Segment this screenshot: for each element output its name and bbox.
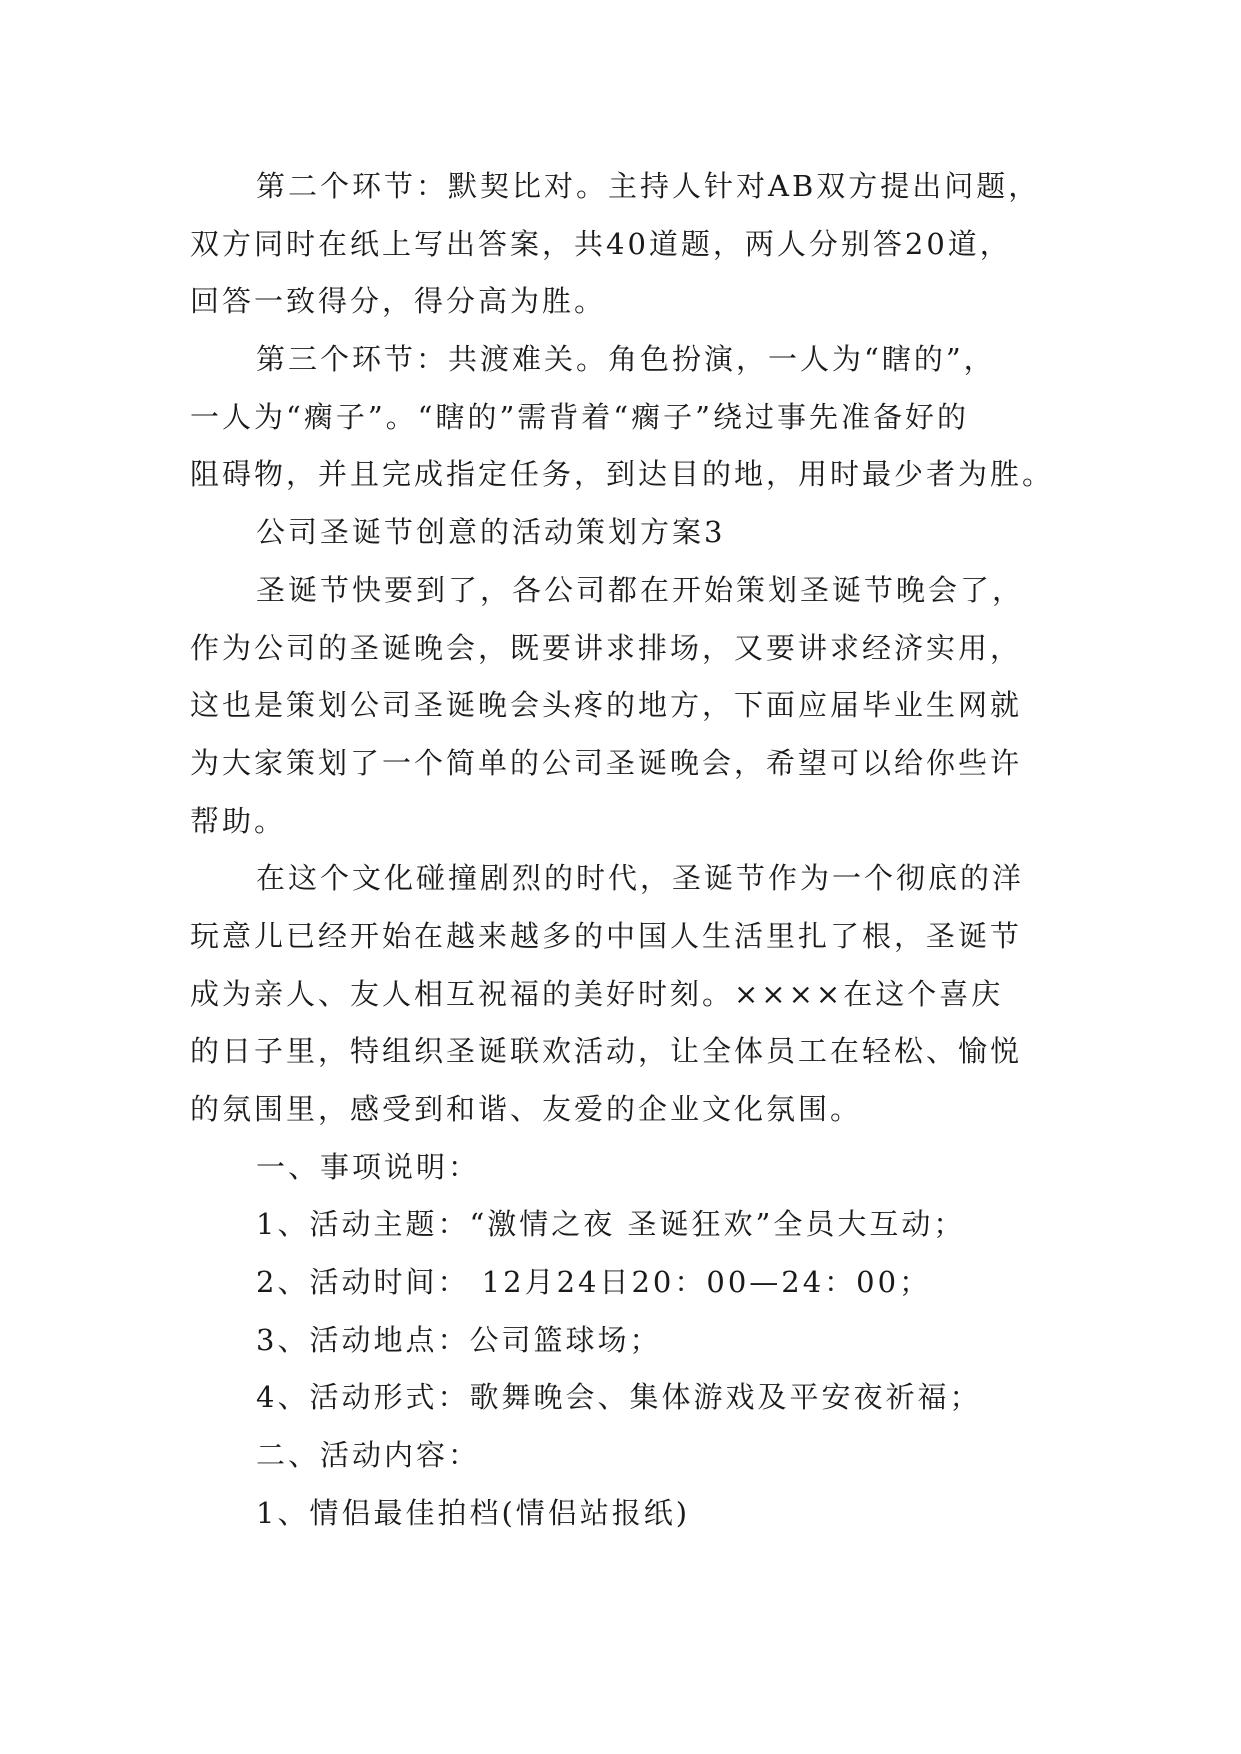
list-item-theme bbox=[190, 1196, 1070, 1254]
paragraph-intro bbox=[190, 562, 1070, 850]
heading-line: 一、事项说明： bbox=[256, 1149, 481, 1184]
text-line: 为大家策划了一个简单的公司圣诞晚会，希望可以给你些许 bbox=[190, 745, 1023, 780]
text-line: 双方同时在纸上写出答案，共40道题，两人分别答20道， bbox=[190, 226, 1012, 261]
section-heading bbox=[190, 504, 1070, 562]
text-line: 圣诞节快要到了，各公司都在开始策划圣诞节晚会了， bbox=[256, 572, 1025, 607]
heading-line: 二、活动内容： bbox=[256, 1438, 481, 1473]
heading-line: 公司圣诞节创意的活动策划方案3 bbox=[256, 515, 726, 550]
text-line: 第三个环节：共渡难关。角色扮演，一人为“瞎的”， bbox=[256, 342, 996, 377]
list-item: 1、情侣最佳拍档(情侣站报纸) bbox=[256, 1495, 691, 1530]
document-body bbox=[190, 158, 1070, 1543]
text-line: 成为亲人、友人相互祝福的美好时刻。××××在这个喜庆 bbox=[190, 976, 1004, 1011]
list-item: 4、活动形式：歌舞晚会、集体游戏及平安夜祈福； bbox=[256, 1380, 982, 1415]
list-heading-two bbox=[190, 1427, 1070, 1485]
list-item: 3、活动地点：公司篮球场； bbox=[256, 1322, 662, 1357]
text-line: 一人为“瘸子”。“瞎的”需背着“瘸子”绕过事先准备好的 bbox=[190, 399, 969, 434]
text-line: 阻碍物，并且完成指定任务，到达目的地，用时最少者为胜。 bbox=[190, 457, 1055, 492]
paragraph-section-two bbox=[190, 158, 1070, 331]
list-item: 1、活动主题：“激情之夜 圣诞狂欢”全员大互动； bbox=[256, 1207, 966, 1242]
paragraph-section-three bbox=[190, 331, 1070, 504]
list-item-time bbox=[190, 1254, 1070, 1312]
text-line: 的氛围里，感受到和谐、友爱的企业文化氛围。 bbox=[190, 1092, 863, 1126]
text-line: 第二个环节：默契比对。主持人针对AB双方提出问题， bbox=[256, 169, 1041, 203]
list-heading-one bbox=[190, 1139, 1070, 1197]
list-item-format bbox=[190, 1369, 1070, 1427]
text-line: 在这个文化碰撞剧烈的时代，圣诞节作为一个彻底的洋 bbox=[256, 861, 1025, 896]
text-line: 作为公司的圣诞晚会，既要讲求排场，又要讲求经济实用， bbox=[190, 630, 1023, 665]
text-line: 的日子里，特组织圣诞联欢活动，让全体员工在轻松、愉悦 bbox=[190, 1034, 1023, 1069]
text-line: 回答一致得分，得分高为胜。 bbox=[190, 284, 607, 319]
list-item: 2、活动时间： 12月24日20：00—24：00； bbox=[256, 1265, 932, 1300]
text-line: 玩意儿已经开始在越来越多的中国人生活里扎了根，圣诞节 bbox=[190, 918, 1023, 953]
text-line: 这也是策划公司圣诞晚会头疼的地方，下面应届毕业生网就 bbox=[190, 688, 1023, 723]
text-line: 帮助。 bbox=[190, 803, 287, 838]
list-item-couples bbox=[190, 1485, 1070, 1543]
paragraph-background bbox=[190, 850, 1070, 1138]
list-item-location bbox=[190, 1312, 1070, 1370]
